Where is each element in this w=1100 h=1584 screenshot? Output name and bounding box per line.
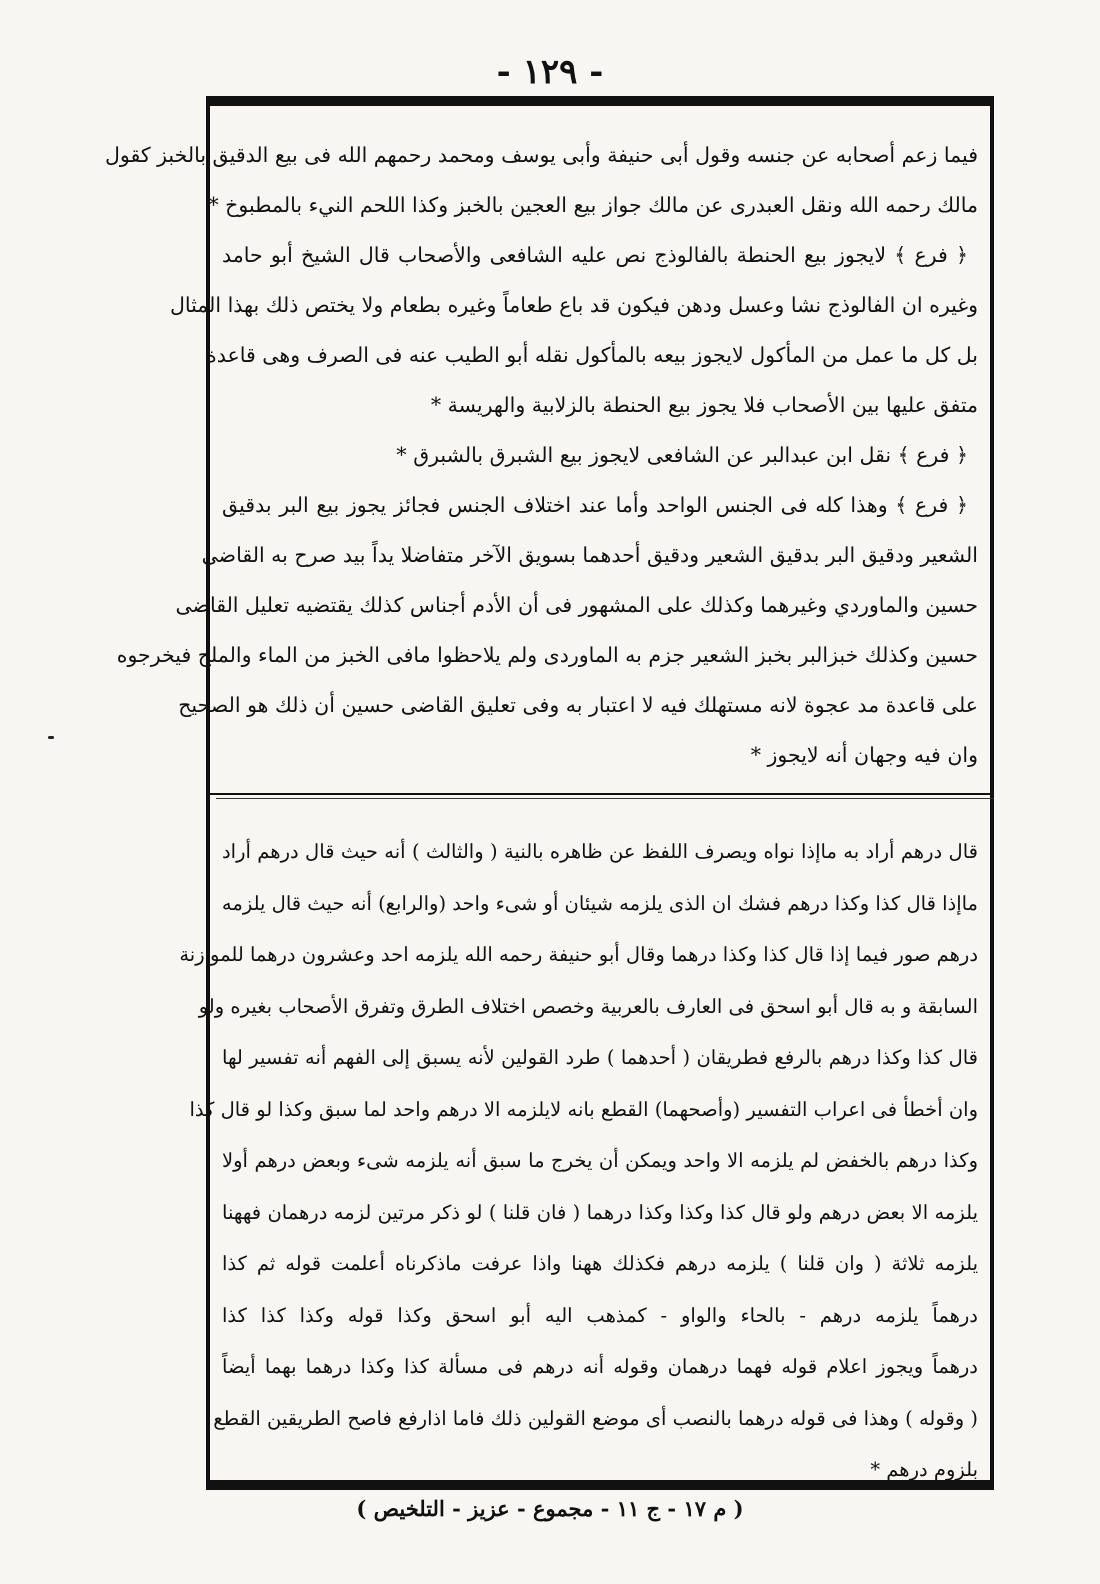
text-line: وان فيه وجهان أنه لايجوز * [750, 743, 978, 767]
text-line: وان أخطأ فى اعراب التفسير (وأصحهما) القطع بانه لايلزمه الا درهم واحد لما سبق وكذا لو قال كذا [189, 1097, 978, 1121]
text-line: ماإذا قال كذا وكذا درهم فشك ان الذى يلزمه شيئان أو شىء واحد (والرابع) أنه حيث قال يلزمه [221, 891, 978, 915]
section-divider [206, 793, 994, 795]
text-line: متفق عليها بين الأصحاب فلا يجوز بيع الحنطة بالزلابية والهريسة * [430, 393, 978, 417]
text-line: فيما زعم أصحابه عن جنسه وقول أبى حنيفة وأبى يوسف ومحمد رحمهم الله فى بيع الدقيق بالخبز كقول [104, 143, 978, 167]
text-line: درهماً يلزمه درهم - بالحاء والواو - كمذهب اليه أبو اسحق وكذا قوله وكذا كذا كذا [222, 1303, 978, 1327]
text-line: ﴿ فرع ﴾ وهذا كله فى الجنس الواحد وأما عند اختلاف الجنس فجائز يجوز بيع البر بدقيق [222, 493, 968, 517]
text-line: وكذا درهم بالخفض لم يلزمه الا واحد ويمكن أن يخرج ما سبق أنه يلزمه شىء وبعض درهم أولا [222, 1149, 978, 1172]
text-line: يلزمه ثلاثة ( وان قلنا ) يلزمه درهم فكذلك ههنا واذا عرفت ماذكرناه أعلمت قوله ثم كذا [222, 1252, 978, 1275]
signature-footer: ( م ١٧ - ج ١١ - مجموع - عزيز - التلخيص ) [356, 1496, 744, 1521]
text-line: بل كل ما عمل من المأكول لايجوز بيعه بالمأكول نقله أبو الطيب عنه فى الصرف وهى قاعدة [206, 343, 978, 367]
text-line: ﴿ فرع ﴾ نقل ابن عبدالبر عن الشافعى لايجوز بيع الشبرق بالشبرق * [396, 443, 968, 467]
text-line: قال درهم أراد به ماإذا نواه ويصرف اللفظ عن ظاهره بالنية ( والثالث ) أنه حيث قال درهم أراد [222, 840, 978, 863]
text-line: ﴿ فرع ﴾ لايجوز بيع الحنطة بالفالوذج نص عليه الشافعى والأصحاب قال الشيخ أبو حامد [222, 243, 968, 267]
text-line: حسين والماوردي وغيرهما وكذلك على المشهور فى أن الأدم أجناس كذلك يقتضيه تعليل القاضى [175, 593, 978, 617]
section-divider-thin [216, 798, 994, 799]
text-line: قال كذا وكذا درهم بالرفع فطريقان ( أحدهما ) طرد القولين لأنه يسبق إلى الفهم أنه تفسير لها [222, 1046, 978, 1069]
text-line: يلزمه الا بعض درهم ولو قال كذا وكذا وكذا درهما ( فان قلنا ) لو ذكر مرتين لزمه درهمان فههنا [222, 1200, 978, 1224]
text-line: مالك رحمه الله ونقل العبدرى عن مالك جواز بيع العجين بالخبز وكذا اللحم النيء بالمطبوخ * [208, 193, 978, 217]
frame-top-rule [206, 96, 994, 106]
text-line: الشعير ودقيق البر بدقيق الشعير ودقيق أحدهما بسويق الآخر متفاضلا يداً بيد صرح به القاضى [201, 543, 978, 567]
commentary-text-block [179, 826, 978, 1496]
ink-speck [48, 736, 54, 739]
text-line: ( وقوله ) وهذا فى قوله درهما بالنصب أى موضع القولين ذلك فاما اذارفع فاصح الطريقين القطع [213, 1406, 978, 1430]
text-line: بلزوم درهم * [870, 1458, 978, 1481]
text-line: وغيره ان الفالوذج نشا وعسل ودهن فيكون قد باع طعاماً وغيره بطعام ولا يختص ذلك بهذا المثال [169, 293, 978, 317]
text-line: السابقة و به قال أبو اسحق فى العارف بالعربية وخصص اختلاف الطرق وتفرق الأصحاب بغيره ولو [198, 994, 978, 1018]
text-line: درهماً ويجوز اعلام قوله فهما درهمان وقوله أنه درهم فى مسألة كذا وكذا درهما بهما أيضاً [222, 1355, 978, 1378]
main-text-block [104, 130, 978, 780]
text-line: حسين وكذلك خبزالبر بخبز الشعير جزم به الماوردى ولم يلاحظوا مافى الخبز من الماء والملح فيخرجوه [116, 643, 978, 667]
text-line: درهم صور فيما إذا قال كذا وكذا درهما وقال أبو حنيفة رحمه الله يلزمه احد وعشرون درهما للموازنة [179, 943, 978, 966]
text-line: على قاعدة مد عجوة لانه مستهلك فيه لا اعتبار به وفى تعليق القاضى حسين أن ذلك هو الصحيح [178, 693, 978, 717]
page-number: - ١٢٩ - [496, 52, 604, 92]
